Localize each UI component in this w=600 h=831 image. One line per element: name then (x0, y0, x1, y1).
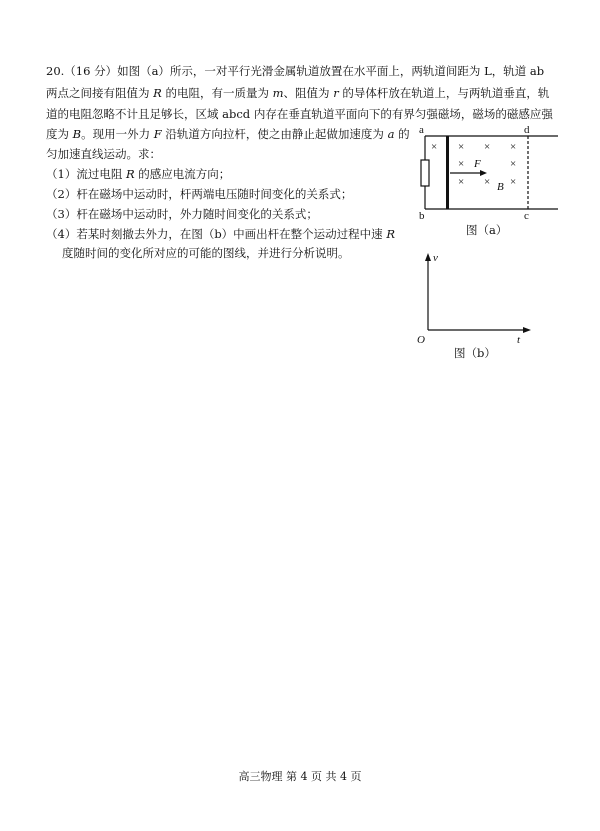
svg-text:×: × (510, 141, 517, 153)
svg-text:×: × (484, 141, 491, 153)
figure-b-caption: 图（b） (454, 346, 496, 360)
figure-a-caption: 图（a） (466, 223, 508, 237)
problem-line-5: 匀加速直线运动。求： (46, 147, 161, 161)
label-v: v (433, 252, 438, 264)
question-4-continued: 度随时间的变化所对应的可能的图线，并进行分析说明。 (62, 246, 350, 260)
svg-text:×: × (458, 158, 465, 170)
label-origin: O (417, 334, 425, 346)
problem-line-3: 道的电阻忽略不计且足够长，区域 abcd 内存在垂直轨道平面向下的有界匀强磁场，磁场的磁感应强 (46, 107, 553, 121)
question-3: （3）杆在磁场中运动时，外力随时间变化的关系式； (46, 207, 318, 221)
question-4: （4）若某时刻撤去外力，在图（b）中画出杆在整个运动过程中速 R (46, 227, 396, 241)
v-axis-arrow (425, 253, 431, 261)
label-force: F (474, 158, 481, 170)
problem-line-2: 两点之间接有阻值为 R 的电阻，有一质量为 m、阻值为 r 的导体杆放在轨道上，与两轨道垂直，轨 (46, 86, 550, 100)
svg-text:×: × (484, 176, 491, 188)
problem-line-1: 20.（16 分）如图（a）所示，一对平行光滑金属轨道放置在水平面上，两轨道间距为 L，轨道 ab (46, 64, 545, 78)
page-footer: 高三物理 第 4 页 共 4 页 (238, 770, 362, 783)
label-t: t (517, 334, 521, 346)
label-b: b (419, 210, 425, 222)
label-a: a (419, 124, 424, 136)
svg-text:×: × (458, 176, 465, 188)
label-field: B (497, 181, 504, 193)
svg-text:×: × (510, 176, 517, 188)
svg-text:×: × (510, 158, 517, 170)
label-c: c (524, 210, 529, 222)
t-axis-arrow (523, 327, 531, 333)
problem-line-4: 度为 B。现用一外力 F 沿轨道方向拉杆，使之由静止起做加速度为 a 的 (46, 127, 410, 141)
label-d: d (524, 124, 530, 136)
svg-text:×: × (431, 141, 438, 153)
question-1: （1）流过电阻 R 的感应电流方向； (46, 167, 231, 181)
svg-text:×: × (458, 141, 465, 153)
question-2: （2）杆在磁场中运动时，杆两端电压随时间变化的关系式； (46, 187, 353, 201)
